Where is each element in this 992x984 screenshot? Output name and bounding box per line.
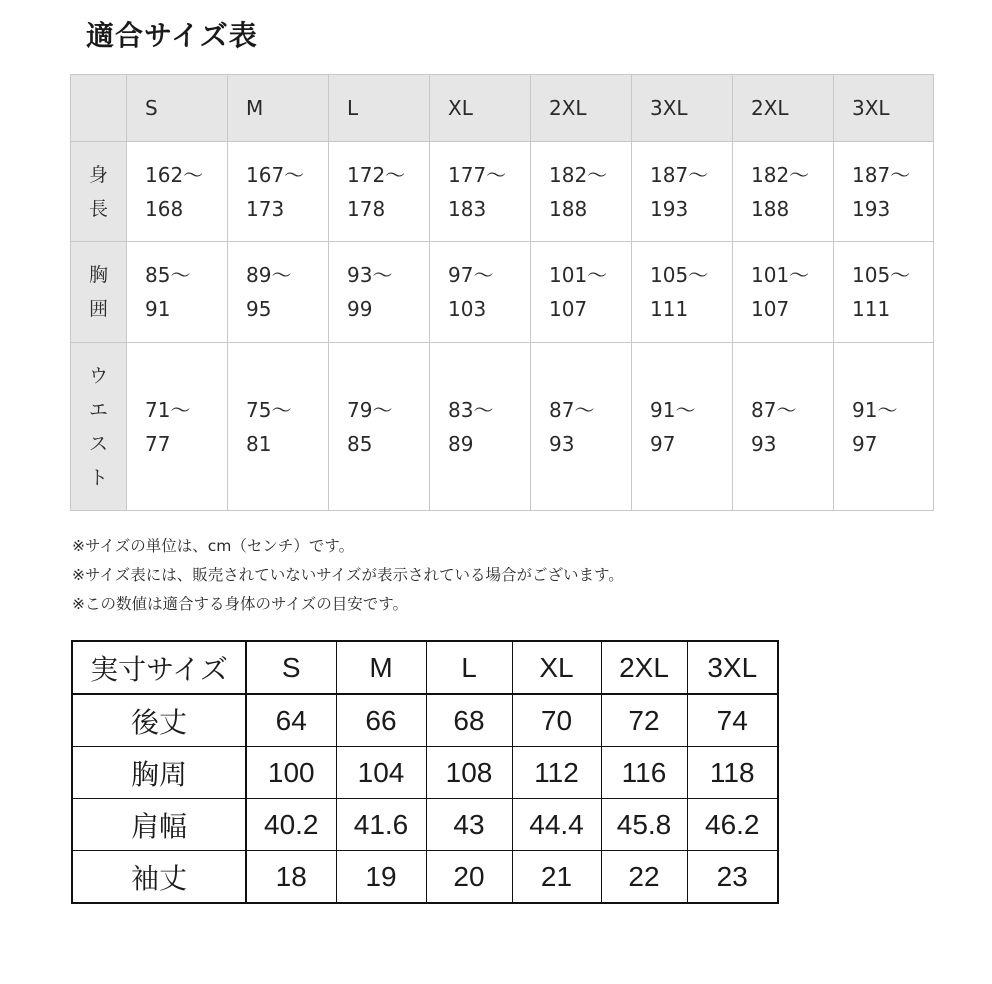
- fit-cell: [531, 343, 632, 511]
- fit-cell: [834, 343, 934, 511]
- fit-cell: [733, 343, 834, 511]
- fit-value: 91〜 97: [852, 397, 898, 456]
- actual-row-label: 後丈: [72, 694, 246, 747]
- actual-row-length: [72, 694, 778, 747]
- note-item: ※サイズ表には、販売されていないサイズが表示されている場合がございます。: [72, 566, 624, 584]
- fit-value: 182〜 188: [549, 162, 608, 221]
- fit-cell: [228, 343, 329, 511]
- fit-cell: [228, 142, 329, 242]
- actual-size-header: 3XL: [687, 641, 778, 694]
- row-label-height: 身 長: [88, 163, 108, 220]
- fit-value: 187〜 193: [650, 162, 709, 221]
- fit-cell: [632, 343, 733, 511]
- note-item: ※この数値は適合する身体のサイズの目安です。: [72, 595, 409, 613]
- actual-cell: 100: [246, 747, 336, 799]
- actual-cell: 22: [601, 851, 687, 904]
- fit-value: 89〜 95: [246, 263, 292, 321]
- fit-value: 167〜 173: [246, 162, 305, 221]
- fit-size-header: 2XL: [733, 75, 834, 142]
- actual-cell: 116: [601, 747, 687, 799]
- actual-cell: 74: [687, 694, 778, 747]
- actual-cell: 64: [246, 694, 336, 747]
- fit-value: 182〜 188: [751, 162, 810, 221]
- actual-size-header: XL: [512, 641, 601, 694]
- fit-size-header: 3XL: [834, 75, 934, 142]
- fit-cell: [127, 142, 228, 242]
- fit-size-header: M: [228, 75, 329, 142]
- actual-cell: 19: [336, 851, 426, 904]
- actual-cell: 23: [687, 851, 778, 904]
- fit-cell: [228, 242, 329, 343]
- fit-cell: [531, 242, 632, 343]
- actual-cell: 20: [426, 851, 512, 904]
- fit-cell: [733, 242, 834, 343]
- actual-cell: 43: [426, 799, 512, 851]
- fit-cell: [632, 242, 733, 343]
- actual-size-header: 2XL: [601, 641, 687, 694]
- fit-cell: [127, 242, 228, 343]
- fit-row-height: [71, 142, 934, 242]
- actual-cell: 18: [246, 851, 336, 904]
- fit-value: 162〜 168: [145, 162, 204, 221]
- fit-size-header: 2XL: [531, 75, 632, 142]
- actual-cell: 72: [601, 694, 687, 747]
- actual-header-row: [72, 641, 778, 694]
- fit-cell: [834, 242, 934, 343]
- fit-row-chest: [71, 242, 934, 343]
- fit-value: 93〜 99: [347, 263, 393, 321]
- fit-value: 75〜 81: [246, 397, 292, 456]
- fit-value: 101〜 107: [751, 263, 810, 321]
- fit-cell: [632, 142, 733, 242]
- fit-value: 172〜 178: [347, 162, 406, 221]
- actual-row-sleeve: [72, 851, 778, 904]
- fit-size-header: 3XL: [632, 75, 733, 142]
- actual-cell: 46.2: [687, 799, 778, 851]
- fit-row-label: [71, 242, 127, 343]
- fit-value: 87〜 93: [549, 397, 595, 456]
- actual-cell: 104: [336, 747, 426, 799]
- actual-cell: 44.4: [512, 799, 601, 851]
- row-label-chest: 胸 囲: [88, 264, 108, 320]
- fit-size-table: [70, 74, 934, 511]
- fit-header-row: [71, 75, 934, 142]
- fit-value: 87〜 93: [751, 397, 797, 456]
- fit-size-header: L: [329, 75, 430, 142]
- actual-row-label: 胸周: [72, 747, 246, 799]
- actual-cell: 108: [426, 747, 512, 799]
- actual-size-header: M: [336, 641, 426, 694]
- fit-cell: [430, 142, 531, 242]
- size-notes: [72, 532, 624, 619]
- fit-row-label: [71, 343, 127, 511]
- fit-value: 187〜 193: [852, 162, 911, 221]
- fit-cell: [834, 142, 934, 242]
- actual-cell: 41.6: [336, 799, 426, 851]
- actual-size-table: [71, 640, 779, 904]
- fit-cell: [430, 242, 531, 343]
- actual-size-header: L: [426, 641, 512, 694]
- actual-cell: 45.8: [601, 799, 687, 851]
- fit-cell: [329, 142, 430, 242]
- actual-cell: 70: [512, 694, 601, 747]
- actual-cell: 68: [426, 694, 512, 747]
- fit-value: 101〜 107: [549, 263, 608, 321]
- actual-cell: 118: [687, 747, 778, 799]
- actual-cell: 112: [512, 747, 601, 799]
- page-title: 適合サイズ表: [86, 19, 258, 52]
- fit-corner-cell: [71, 75, 127, 142]
- note-item: ※サイズの単位は、cm（センチ）です。: [72, 537, 355, 555]
- actual-cell: 40.2: [246, 799, 336, 851]
- actual-row-shoulder: [72, 799, 778, 851]
- fit-size-header: XL: [430, 75, 531, 142]
- fit-cell: [127, 343, 228, 511]
- fit-value: 71〜 77: [145, 397, 191, 456]
- actual-cell: 21: [512, 851, 601, 904]
- actual-row-label: 肩幅: [72, 799, 246, 851]
- fit-size-header: S: [127, 75, 228, 142]
- fit-row-waist: [71, 343, 934, 511]
- fit-value: 105〜 111: [852, 263, 911, 321]
- fit-row-label: [71, 142, 127, 242]
- fit-value: 85〜 91: [145, 263, 191, 321]
- fit-value: 91〜 97: [650, 397, 696, 456]
- fit-value: 105〜 111: [650, 263, 709, 321]
- fit-cell: [733, 142, 834, 242]
- fit-cell: [531, 142, 632, 242]
- fit-value: 83〜 89: [448, 397, 494, 456]
- fit-value: 97〜 103: [448, 263, 494, 321]
- fit-cell: [430, 343, 531, 511]
- actual-row-label: 袖丈: [72, 851, 246, 904]
- fit-cell: [329, 242, 430, 343]
- actual-header-label: 実寸サイズ: [72, 641, 246, 694]
- actual-size-header: S: [246, 641, 336, 694]
- fit-value: 177〜 183: [448, 162, 507, 221]
- actual-row-chest: [72, 747, 778, 799]
- fit-value: 79〜 85: [347, 397, 393, 456]
- row-label-waist: ウ エ ス ト: [88, 364, 108, 489]
- fit-cell: [329, 343, 430, 511]
- actual-cell: 66: [336, 694, 426, 747]
